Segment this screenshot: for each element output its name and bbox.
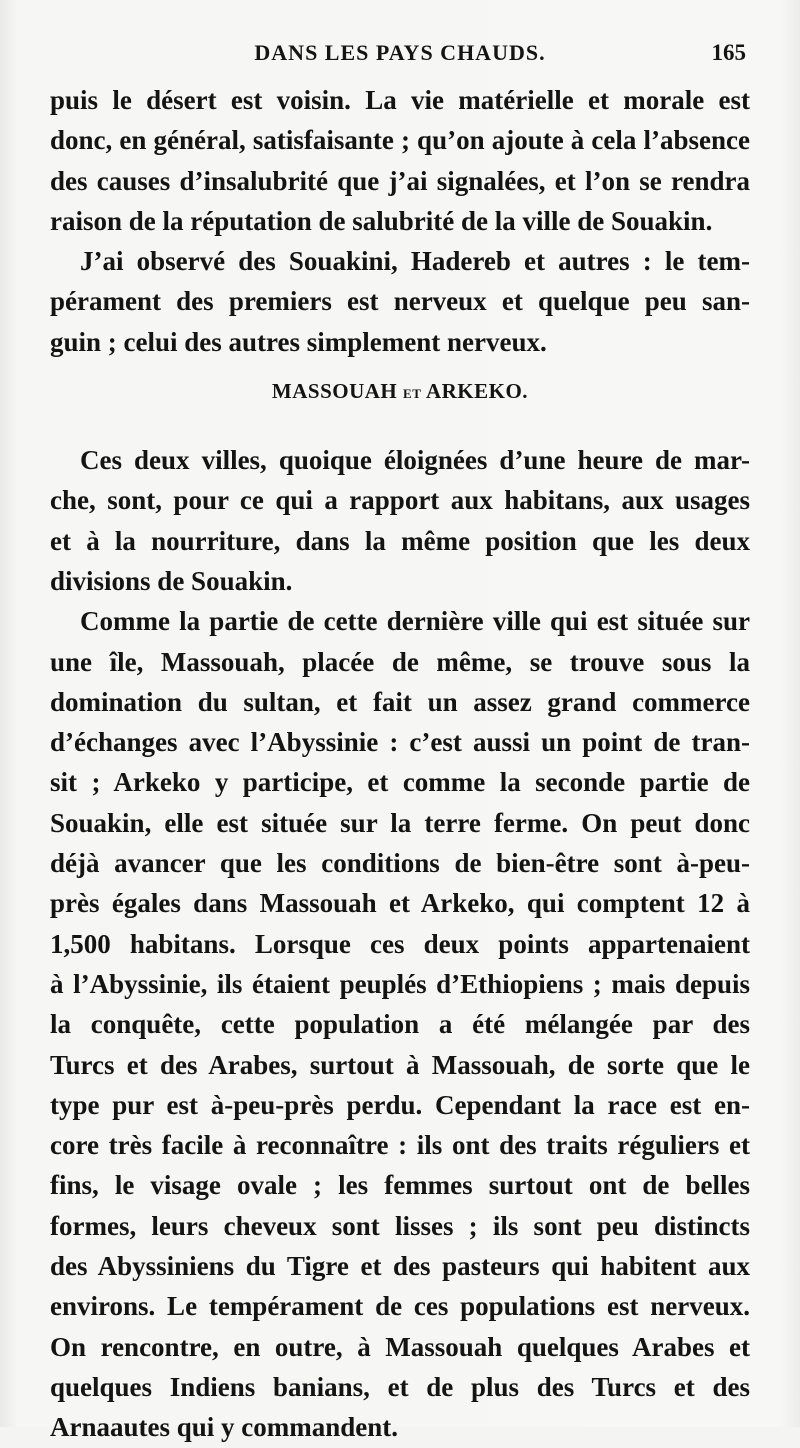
text-line: des Abyssiniens du Tigre et des pasteurs qui habitent aux — [50, 1251, 750, 1282]
text-line: Comme la partie de cette dernière ville qui est située sur — [80, 606, 750, 637]
text-line: guin ; celui des autres simplement nerveux. — [50, 326, 547, 357]
text-line: une île, Massouah, placée de même, se trouve sous la — [50, 646, 750, 677]
text-line: puis le désert est voisin. La vie matérielle et morale est — [50, 85, 750, 115]
section-title-connector: ET — [403, 386, 422, 402]
text-line: On rencontre, en outre, à Massouah quelques Arabes et — [50, 1331, 750, 1362]
text-line: Souakin, elle est située sur la terre ferme. On peut donc — [50, 807, 750, 838]
paragraph — [50, 440, 750, 601]
text-line: J’ai observé des Souakini, Hadereb et autres : le tem- — [80, 246, 750, 277]
text-line: formes, leurs cheveux sont lisses ; ils sont peu distincts — [50, 1210, 750, 1241]
text-line: sit ; Arkeko y participe, et comme la seconde partie de — [50, 767, 750, 798]
paragraph — [50, 80, 750, 241]
text-line: divisions de Souakin. — [50, 565, 293, 596]
page-header — [50, 34, 750, 78]
paragraph — [50, 601, 750, 1447]
text-line: des causes d’insalubrité que j’ai signalées, et l’on se rendra — [50, 165, 750, 196]
text-line: quelques Indiens banians, et de plus des Turcs et des — [50, 1371, 750, 1402]
section-title-part1: MASSOUAH — [271, 379, 398, 404]
text-line: domination du sultan, et fait un assez grand commerce — [50, 686, 750, 717]
text-line: 1,500 habitans. Lorsque ces deux points appartenaient — [50, 928, 750, 959]
body-text — [50, 80, 750, 1448]
text-line: Ces deux villes, quoique éloignées d’une heure de mar- — [80, 445, 750, 476]
running-head: DANS LES PAYS CHAUDS. — [254, 40, 546, 65]
text-line: core très facile à reconnaître : ils ont des traits réguliers et — [50, 1130, 750, 1161]
text-line: et à la nourriture, dans la même position que les deux — [50, 525, 750, 556]
section-title-part2: ARKEKO. — [425, 379, 529, 404]
text-line: che, sont, pour ce qui a rapport aux habitans, aux usages — [50, 485, 750, 516]
text-line: à l’Abyssinie, ils étaient peuplés d’Ethiopiens ; mais depuis — [50, 968, 750, 999]
text-line: environs. Le tempérament de ces populations est nerveux. — [50, 1291, 750, 1322]
text-line: type pur est à-peu-près perdu. Cependant la race est en- — [50, 1089, 750, 1120]
text-line: pérament des premiers est nerveux et quelque peu san- — [50, 286, 750, 317]
text-line: fins, le visage ovale ; les femmes surtout ont de belles — [50, 1170, 750, 1201]
text-line: près égales dans Massouah et Arkeko, qui comptent 12 à — [50, 888, 750, 919]
spacer — [50, 420, 750, 440]
text-line: Arnaautes qui y commandent. — [50, 1412, 399, 1443]
text-line: donc, en général, satisfaisante ; qu’on ajoute à cela l’absence — [50, 125, 750, 156]
text-line: Turcs et des Arabes, surtout à Massouah, de sorte que le — [50, 1049, 750, 1080]
text-line: d’échanges avec l’Abyssinie : c’est aussi un point de tran- — [50, 727, 750, 758]
text-line: déjà avancer que les conditions de bien-être sont à-peu- — [50, 848, 750, 879]
page-number: 165 — [711, 40, 746, 65]
paragraph — [50, 241, 750, 362]
text-line: la conquête, cette population a été mélangée par des — [50, 1009, 750, 1040]
section-title — [50, 362, 750, 420]
text-line: raison de la réputation de salubrité de la ville de Souakin. — [50, 205, 713, 236]
